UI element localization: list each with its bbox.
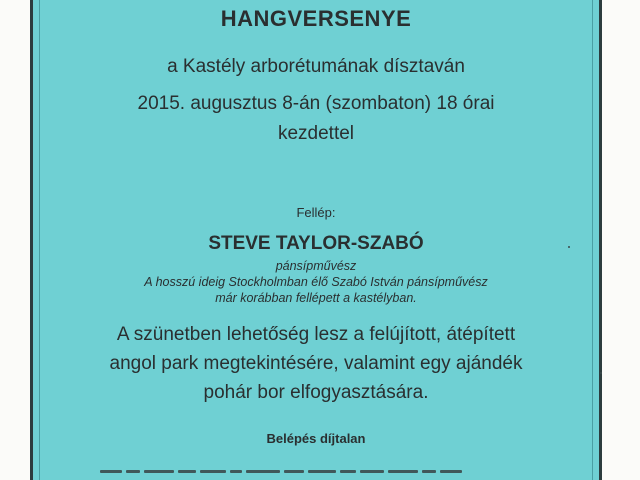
performer-bio-line-1: A hosszú ideig Stockholmban élő Szabó István pánsípművész [144,275,488,289]
performer-bio-line-2: már korábban fellépett a kastélyban. [215,291,417,305]
date-line: 2015. augusztus 8-án (szombaton) 18 órai [137,93,495,114]
scan-speck [600,372,602,374]
interval-line: angol park megtekintésére, valamint egy ajándék [109,353,523,374]
performer-name: STEVE TAYLOR-SZABÓ [208,233,424,254]
interval-line: pohár bor elfogyasztására. [203,382,429,403]
performs-label: Fellép: [296,205,336,220]
performer-role: pánsípművész [275,259,357,273]
concert-title: HANGVERSENYE [220,6,412,31]
interval-line: A szünetben lehetőség lesz a felújított, átépített [116,324,516,345]
cut-off-text-line [100,470,480,480]
start-line: kezdettel [277,123,355,144]
interval-notice [33,320,599,407]
venue-line: a Kastély arborétumának dísztaván [167,56,465,77]
entry-notice: Belépés díjtalan [266,431,366,446]
